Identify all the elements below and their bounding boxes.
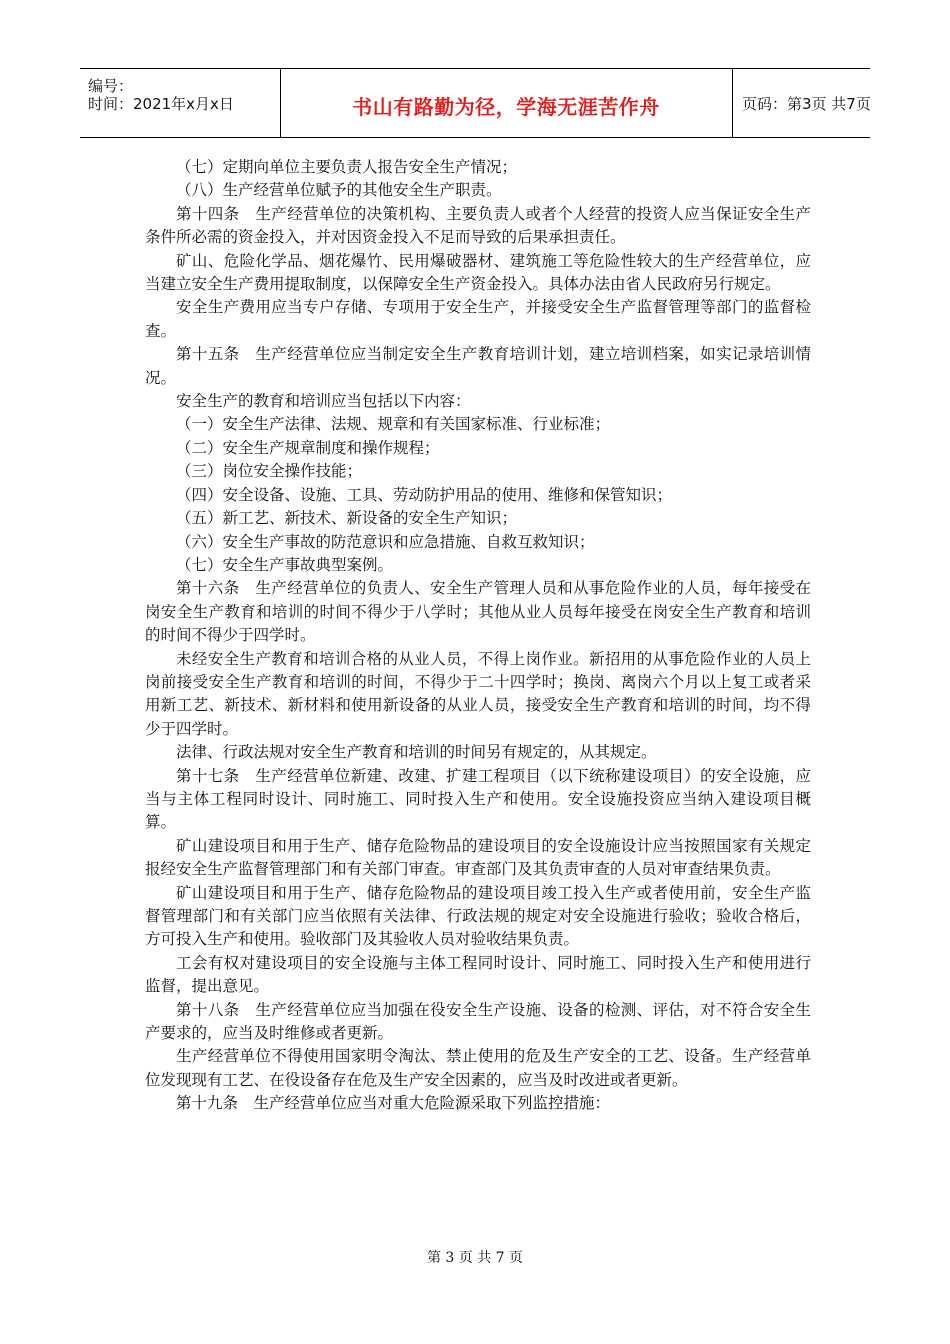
header-motto-cell (280, 69, 733, 137)
header-motto: 书山有路勤为径，学海无涯苦作舟 (352, 95, 660, 119)
header-meta-cell (80, 69, 281, 137)
article-16: 第十六条 生产经营单位的负责人、安全生产管理人员和从事危险作业的人员，每年接受在岗安全生产教育和培训的时间不得少于八学时；其他从业人员每年接受在岗安全生产教育和培训的时间不得少于四学时。 (145, 579, 811, 645)
paragraph: 法律、行政法规对安全生产教育和培训的时间另有规定的，从其规定。 (176, 743, 657, 762)
article-17: 第十七条 生产经营单位新建、改建、扩建工程项目（以下统称建设项目）的安全设施，应当与主体工程同时设计、同时施工、同时投入生产和使用。安全设施投资应当纳入建设项目概算。 (145, 766, 811, 832)
header-page-cell (732, 69, 870, 137)
paragraph: 矿山建设项目和用于生产、储存危险物品的建设项目竣工投入生产或者使用前，安全生产监督管理部门和有关部门应当依照有关法律、行政法规的规定对安全设施进行验收；验收合格后，方可投入生产和使用。验收部门及其验收人员对验收结果负责。 (145, 883, 811, 949)
list-item: （七）安全生产事故典型案例。 (176, 555, 394, 574)
article-15: 第十五条 生产经营单位应当制定安全生产教育培训计划，建立培训档案，如实记录培训情况。 (145, 345, 811, 387)
article-19: 第十九条 生产经营单位应当对重大危险源采取下列监控措施： (176, 1094, 611, 1113)
paragraph: （七）定期向单位主要负责人报告安全生产情况； (176, 158, 518, 176)
list-item: （三）岗位安全操作技能； (176, 462, 363, 481)
article-18: 第十八条 生产经营单位应当加强在役安全生产设施、设备的检测、评估，对不符合安全生产要求的，应当及时维修或者更新。 (145, 1000, 811, 1043)
paragraph: 安全生产的教育和培训应当包括以下内容： (176, 392, 471, 411)
document-date: 时间：2021年x月x日 (88, 95, 234, 113)
document-header (80, 68, 870, 138)
paragraph: 工会有权对建设项目的安全设施与主体工程同时设计、同时施工、同时投入生产和使用进行监督，提出意见。 (145, 953, 811, 996)
article-14: 第十四条 生产经营单位的决策机构、主要负责人或者个人经营的投资人应当保证安全生产条件所必需的资金投入，并对因资金投入不足而导致的后果承担责任。 (145, 204, 811, 247)
paragraph: （八）生产经营单位赋予的其他安全生产职责。 (176, 181, 502, 200)
list-item: （二）安全生产规章制度和操作规程； (176, 438, 440, 457)
paragraph: 未经安全生产教育和培训合格的从业人员，不得上岗作业。新招用的从事危险作业的人员上岗前接受安全生产教育和培训的时间，不得少于二十四学时；换岗、离岗六个月以上复工或者采用新工艺、新技术、新材料和使用新设备的从业人员，接受安全生产教育和培训的时间，均不得少于四学时。 (145, 649, 811, 738)
list-item: （一）安全生产法律、法规、规章和有关国家标准、行业标准； (176, 415, 611, 434)
list-item: （五）新工艺、新技术、新设备的安全生产知识； (176, 509, 518, 528)
document-body (145, 156, 811, 1116)
paragraph: 矿山、危险化学品、烟花爆竹、民用爆破器材、建筑施工等危险性较大的生产经营单位，应当建立安全生产费用提取制度，以保障安全生产资金投入。具体办法由省人民政府另行规定。 (145, 251, 811, 294)
paragraph: 安全生产费用应当专户存储、专项用于安全生产，并接受安全生产监督管理等部门的监督检查。 (145, 298, 811, 340)
document-number-label: 编号： (88, 77, 134, 95)
header-page-info: 页码：第3页 共7页 (742, 95, 871, 113)
list-item: （四）安全设备、设施、工具、劳动防护用品的使用、维修和保管知识； (176, 485, 673, 504)
paragraph: 矿山建设项目和用于生产、储存危险物品的建设项目的安全设施设计应当按照国家有关规定报经安全生产监督管理部门和有关部门审查。审查部门及其负责审查的人员对审查结果负责。 (145, 836, 811, 879)
list-item: （六）安全生产事故的防范意识和应急措施、自救互救知识； (176, 532, 595, 551)
paragraph: 生产经营单位不得使用国家明令淘汰、禁止使用的危及生产安全的工艺、设备。生产经营单位发现现有工艺、在役设备存在危及生产安全因素的，应当及时改进或者更新。 (145, 1047, 811, 1089)
page-footer: 第 3 页 共 7 页 (426, 1250, 524, 1266)
